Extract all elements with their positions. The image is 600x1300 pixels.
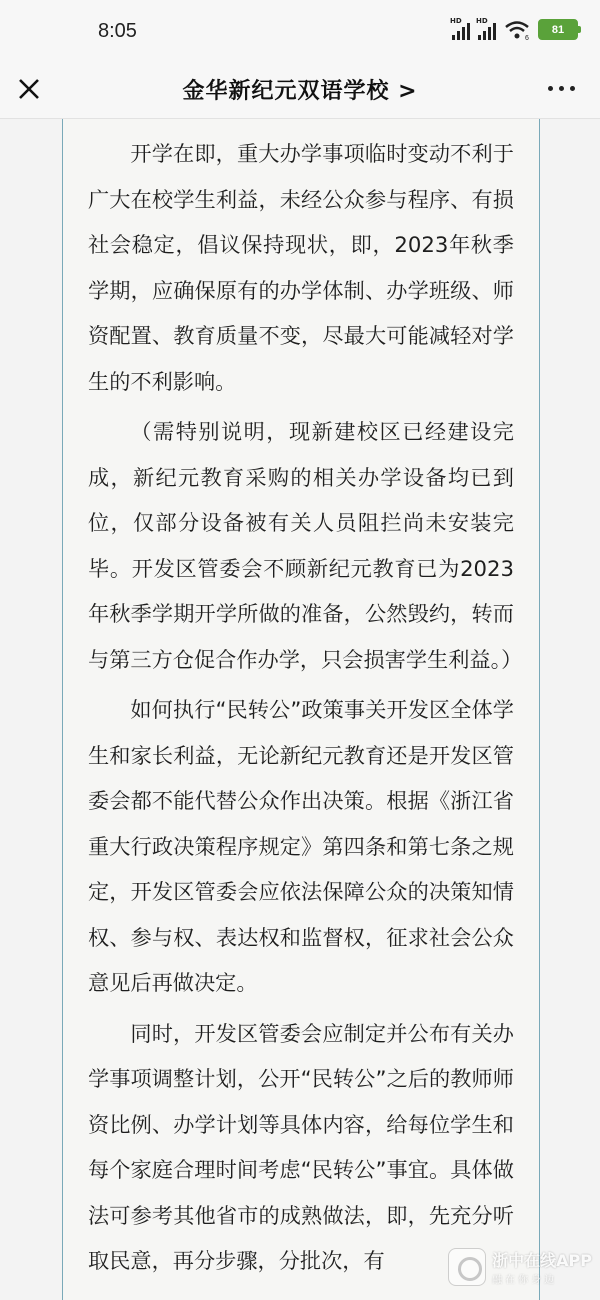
nav-bar bbox=[0, 60, 600, 119]
paragraph: 开学在即，重大办学事项临时变动不利于广大在校学生利益，未经公众参与程序、有损社会稳定，倡议保持现状，即，2023年秋季学期，应确保原有的办学体制、办学班级、师资配置、教育质量不变，尽最大可能减轻对学生的不利影响。 bbox=[88, 141, 514, 394]
watermark bbox=[448, 1248, 592, 1286]
hd-label-2: HD bbox=[476, 16, 488, 25]
status-bar bbox=[0, 0, 600, 60]
status-icons bbox=[450, 16, 578, 40]
hd-label: HD bbox=[450, 16, 462, 25]
more-options-icon[interactable] bbox=[548, 82, 580, 94]
article-body bbox=[88, 131, 523, 1289]
article-content[interactable] bbox=[0, 119, 600, 1300]
battery-level: 81 bbox=[551, 23, 565, 36]
battery-icon bbox=[538, 19, 578, 40]
watermark-main: 浙中在线APP bbox=[492, 1251, 592, 1270]
app-logo-icon bbox=[448, 1248, 486, 1286]
watermark-sub: 融在你身边 bbox=[492, 1275, 558, 1286]
wifi-icon bbox=[504, 20, 530, 40]
signal-icon bbox=[450, 16, 470, 40]
status-time: 8:05 bbox=[98, 20, 137, 42]
account-title[interactable]: 金华新纪元双语学校 > bbox=[182, 79, 418, 104]
paragraph: （需特别说明，现新建校区已经建设完成，新纪元教育采购的相关办学设备均已到位，仅部分设备被有关人员阻拦尚未安装完毕。开发区管委会不顾新纪元教育已为2023年秋季学期开学所做的准备，公然毁约，转而与第三方仓促合作办学，只会损害学生利益。） bbox=[88, 419, 523, 672]
signal-icon-2 bbox=[476, 16, 496, 40]
wifi-label: 6 bbox=[525, 34, 529, 40]
paragraph: 如何执行“民转公”政策事关开发区全体学生和家长利益，无论新纪元教育还是开发区管委会都不能代替公众作出决策。根据《浙江省重大行政决策程序规定》第四条和第七条之规定，开发区管委会应依法保障公众的决策知情权、参与权、表达权和监督权，征求社会公众意见后再做决定。 bbox=[88, 697, 514, 995]
paragraph: 同时，开发区管委会应制定并公布有关办学事项调整计划，公开“民转公”之后的教师师资比例、办学计划等具体内容，给每位学生和每个家庭合理时间考虑“民转公”事宜。具体做法可参考其他省市的成熟做法，即，先充分听取民意，再分步骤，分批次，有 bbox=[88, 1020, 514, 1273]
